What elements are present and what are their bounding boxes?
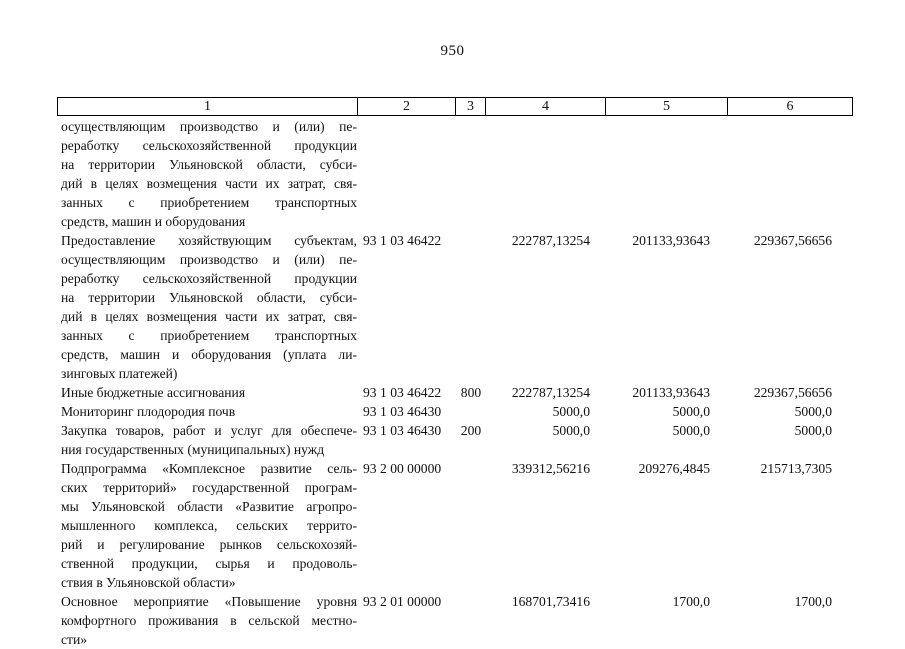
header-col-2: 2: [358, 98, 456, 116]
row-name-line: на территории Ульяновской области, субси-: [61, 157, 357, 172]
table-header: [57, 97, 853, 116]
row-value-3: 215713,7305: [760, 461, 832, 476]
row-value-3: 5000,0: [794, 423, 832, 438]
row-name-line: Предоставление хозяйствующим субъектам,: [61, 233, 357, 248]
row-code: 93 2 01 00000: [363, 594, 442, 609]
row-value-1: 222787,13254: [511, 385, 590, 400]
row-value-1: 5000,0: [552, 423, 590, 438]
row-value-1: 5000,0: [552, 404, 590, 419]
row-name-line: дий в целях возмещения части их затрат, свя-: [61, 176, 357, 191]
row-code: 93 1 03 46422: [363, 233, 442, 248]
row-value-3: 5000,0: [794, 404, 832, 419]
row-name-line: сти»: [61, 632, 88, 647]
row-name: [61, 383, 357, 402]
row-name: [61, 402, 357, 421]
row-value-2: 1700,0: [672, 594, 710, 609]
row-kind: 800: [460, 385, 482, 400]
row-code: 93 1 03 46430: [363, 423, 442, 438]
row-name-line: осуществляющим производство и (или) пе-: [61, 252, 357, 267]
row-kind: 200: [460, 423, 482, 438]
row-name: [61, 459, 357, 592]
row-value-1: 339312,56216: [511, 461, 590, 476]
page-number: 950: [440, 43, 465, 59]
row-name-line: Основное мероприятие «Повышение уровня: [61, 594, 357, 609]
row-name-line: реработку сельскохозяйственной продукции: [61, 138, 357, 153]
row-code: 93 2 00 00000: [363, 461, 442, 476]
row-name: [61, 117, 357, 231]
row-code: 93 1 03 46422: [363, 385, 442, 400]
row-value-1: 222787,13254: [511, 233, 590, 248]
row-name: [61, 592, 357, 649]
row-name-line: ских территорий» государственной програм-: [61, 480, 357, 495]
header-col-6: 6: [728, 98, 853, 116]
row-name-line: ственной продукции, сырья и продоволь-: [61, 556, 357, 571]
row-name-line: Иные бюджетные ассигнования: [61, 385, 246, 400]
row-value-2: 209276,4845: [638, 461, 710, 476]
row-name: [61, 421, 357, 459]
row-name-line: Мониторинг плодородия почв: [61, 404, 236, 419]
row-value-2: 201133,93643: [632, 233, 710, 248]
row-name-line: осуществляющим производство и (или) пе-: [61, 119, 357, 134]
row-name-line: Подпрограмма «Комплексное развитие сель-: [61, 461, 357, 476]
row-name-line: реработку сельскохозяйственной продукции: [61, 271, 357, 286]
row-name-line: мышленного комплекса, сельских террито-: [61, 518, 357, 533]
row-name-line: зинговых платежей): [61, 366, 178, 381]
header-col-5: 5: [606, 98, 728, 116]
row-name: [61, 231, 357, 383]
row-name-line: средств, машин и оборудования (уплата ли-: [61, 347, 357, 362]
row-name-line: средств, машин и оборудования: [61, 214, 246, 229]
row-value-1: 168701,73416: [511, 594, 590, 609]
row-value-2: 5000,0: [672, 404, 710, 419]
row-value-3: 1700,0: [794, 594, 832, 609]
row-name-line: ния государственных (муниципальных) нужд: [61, 442, 325, 457]
row-name-line: мы Ульяновской области «Развитие агропро-: [61, 499, 357, 514]
row-value-2: 201133,93643: [632, 385, 710, 400]
row-name-line: занных с приобретением транспортных: [61, 195, 357, 210]
row-code: 93 1 03 46430: [363, 404, 442, 419]
row-name-line: рий и регулирование рынков сельскохозяй-: [61, 537, 357, 552]
header-col-3: 3: [456, 98, 486, 116]
row-value-3: 229367,56656: [753, 233, 832, 248]
row-value-2: 5000,0: [672, 423, 710, 438]
row-name-line: ствия в Ульяновской области»: [61, 575, 236, 590]
row-name-line: дий в целях возмещения части их затрат, свя-: [61, 309, 357, 324]
row-name-line: на территории Ульяновской области, субси-: [61, 290, 357, 305]
row-value-3: 229367,56656: [753, 385, 832, 400]
header-col-1: 1: [58, 98, 358, 116]
row-name-line: Закупка товаров, работ и услуг для обеспече-: [61, 423, 357, 438]
header-col-4: 4: [486, 98, 606, 116]
row-name-line: комфортного проживания в сельской местно-: [61, 613, 357, 628]
row-name-line: занных с приобретением транспортных: [61, 328, 357, 343]
